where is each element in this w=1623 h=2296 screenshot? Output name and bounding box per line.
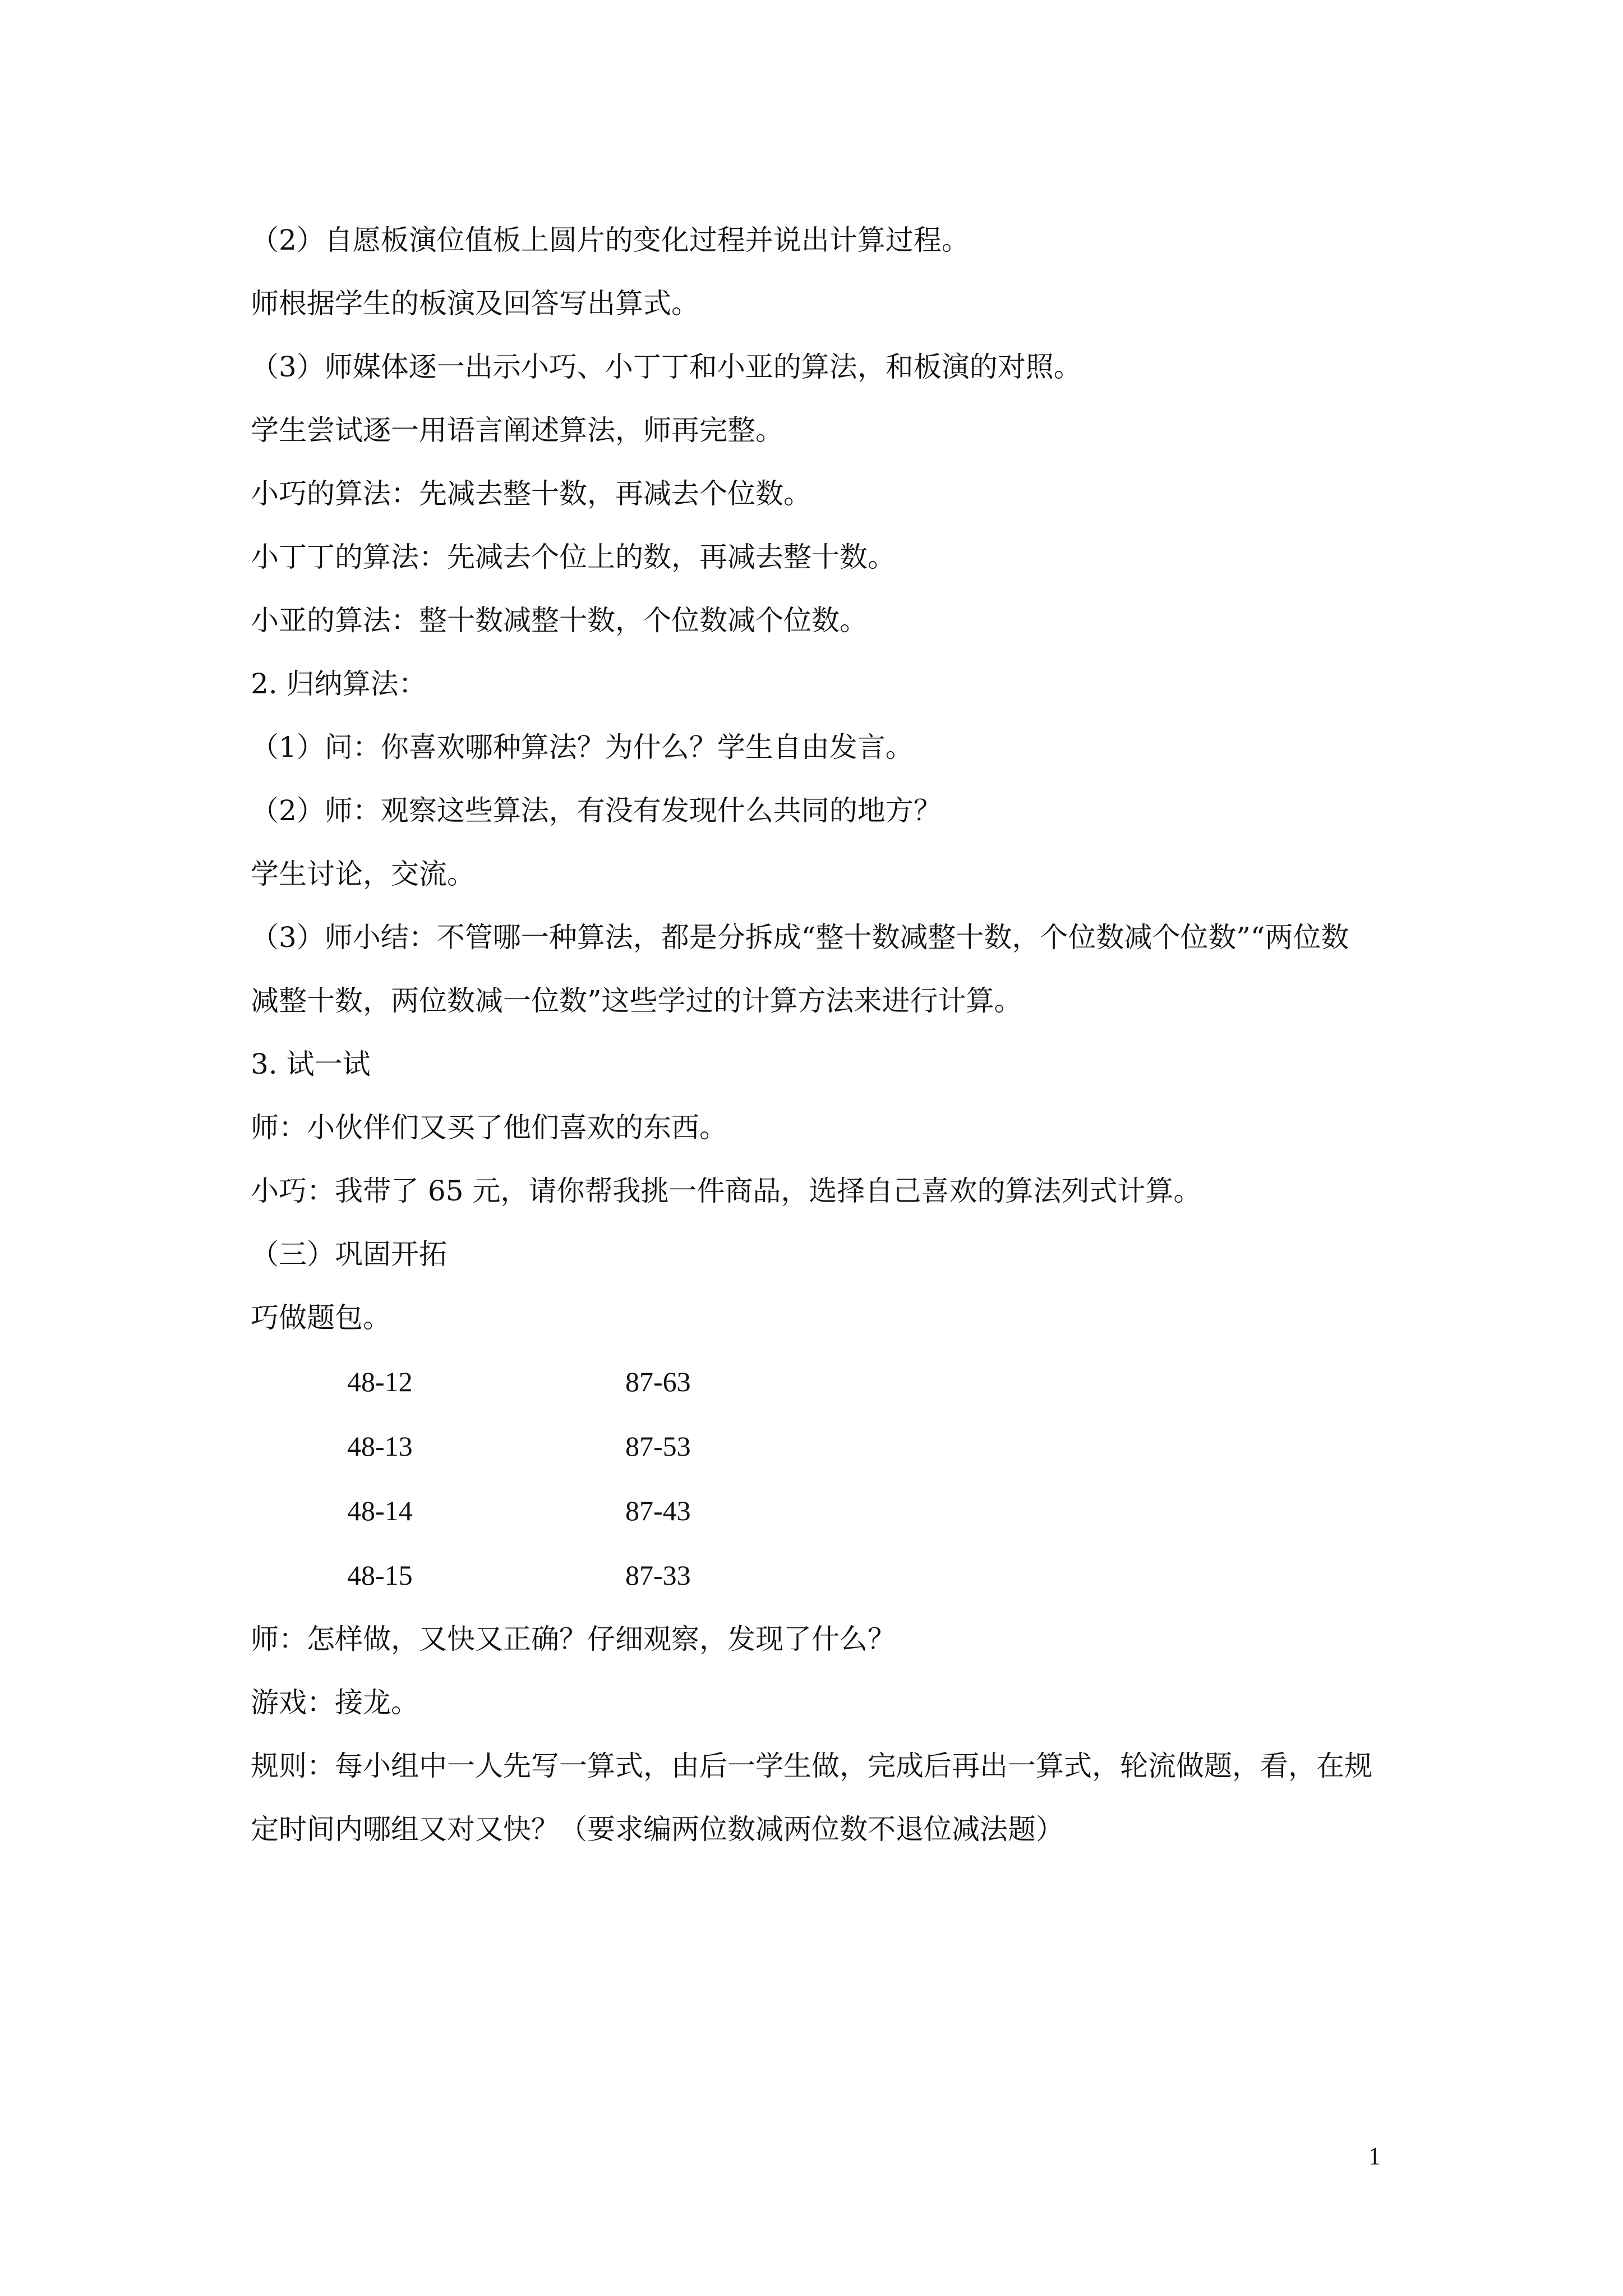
equation-left: 48-12 (347, 1366, 413, 1397)
paragraph-students-try: 学生尝试逐一用语言阐述算法，师再完整。 (251, 414, 783, 447)
paragraph-rules-line2: 定时间内哪组又对又快？（要求编两位数减两位数不退位减法题） (251, 1813, 1064, 1846)
paragraph-how-to-do: 师：怎样做，又快又正确？仔细观察，发现了什么？ (251, 1623, 896, 1655)
paragraph-xiaoqiao-65: 小巧：我带了 65 元，请你帮我挑一件商品，选择自己喜欢的算法列式计算。 (251, 1175, 1202, 1207)
paragraph-summary-line2: 减整十数，两位数减一位数”这些学过的计算方法来进行计算。 (251, 984, 1022, 1017)
paragraph-board-demo: （2）自愿板演位值板上圆片的变化过程并说出计算过程。 (251, 224, 970, 256)
paragraph-xiaoqiao-method: 小巧的算法：先减去整十数，再减去个位数。 (251, 477, 811, 510)
paragraph-media-show: （3）师媒体逐一出示小巧、小丁丁和小亚的算法，和板演的对照。 (251, 351, 1082, 383)
paragraph-rules-line1: 规则：每小组中一人先写一算式，由后一学生做，完成后再出一算式，轮流做题，看，在规 (251, 1750, 1372, 1782)
equation-row (347, 1479, 852, 1543)
paragraph-xiaoya-method: 小亚的算法：整十数减整十数，个位数减个位数。 (251, 604, 868, 637)
paragraph-teacher-writes: 师根据学生的板演及回答写出算式。 (251, 287, 699, 320)
equation-right: 87-43 (625, 1495, 691, 1526)
section-heading-try: 3. 试一试 (251, 1048, 371, 1080)
paragraph-discuss: 学生讨论，交流。 (251, 858, 475, 890)
paragraph-question-preference: （1）问：你喜欢哪种算法？为什么？学生自由发言。 (251, 731, 914, 763)
equation-right: 87-63 (625, 1366, 691, 1397)
paragraph-xiaodingding-method: 小丁丁的算法：先减去个位上的数，再减去整十数。 (251, 541, 896, 573)
equation-row (347, 1350, 852, 1414)
equation-right: 87-33 (625, 1559, 691, 1591)
equation-left: 48-14 (347, 1495, 413, 1526)
paragraph-game: 游戏：接龙。 (251, 1686, 419, 1719)
paragraph-summary-line1: （3）师小结：不管哪一种算法，都是分拆成“整十数减整十数，个位数减个位数”“两位数 (251, 921, 1349, 954)
equation-row (347, 1414, 852, 1479)
section-heading-consolidate: （三）巩固开拓 (251, 1238, 447, 1271)
paragraph-observe-common: （2）师：观察这些算法，有没有发现什么共同的地方？ (251, 794, 942, 827)
document-body (251, 209, 1384, 1861)
page-number: 1 (1368, 2142, 1381, 2170)
equation-right: 87-53 (625, 1430, 691, 1462)
paragraph-partners-bought: 师：小伙伴们又买了他们喜欢的东西。 (251, 1111, 727, 1144)
equation-table (347, 1350, 852, 1608)
paragraph-problem-pack: 巧做题包。 (251, 1301, 391, 1334)
equation-left: 48-13 (347, 1430, 413, 1462)
section-heading-summarize: 2. 归纳算法： (251, 668, 427, 700)
equation-row (347, 1543, 852, 1608)
equation-left: 48-15 (347, 1559, 413, 1591)
